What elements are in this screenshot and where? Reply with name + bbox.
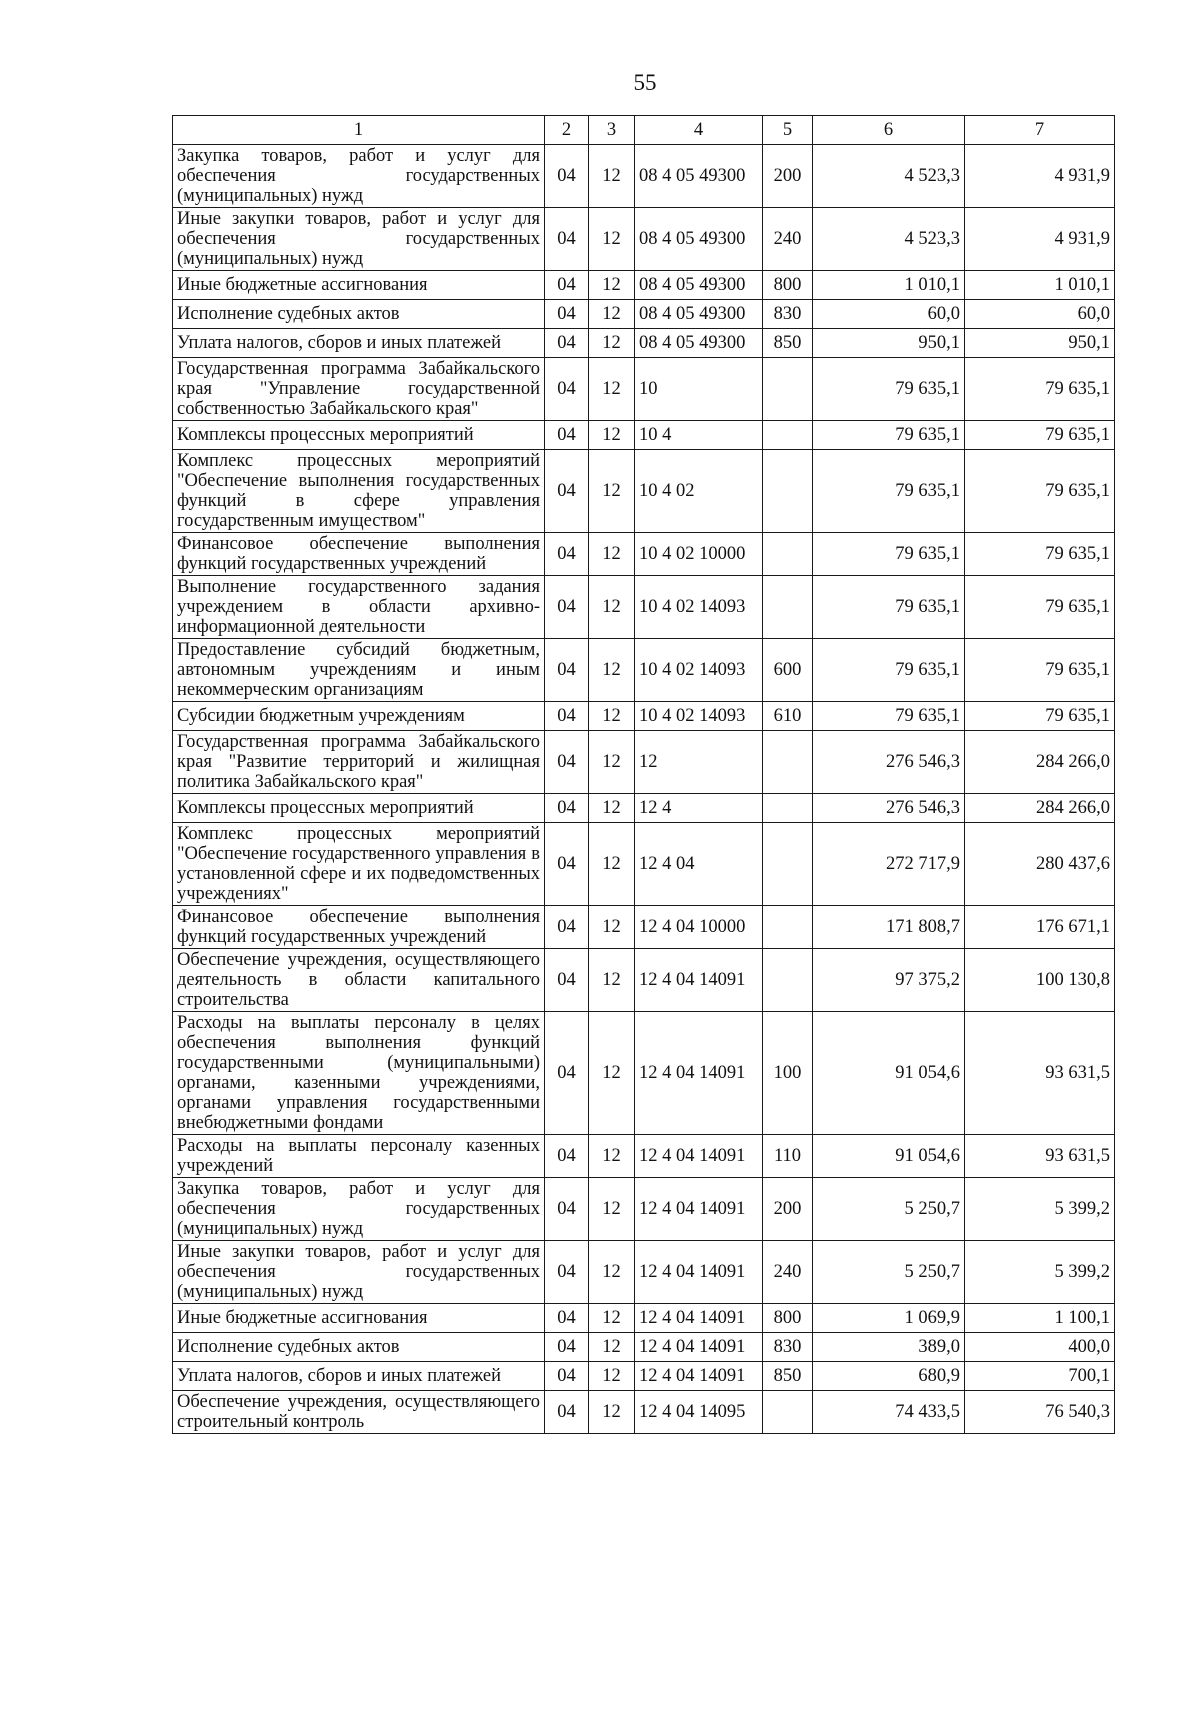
expense-type-cell <box>763 358 813 421</box>
table-row <box>173 639 1115 702</box>
amount-col7-cell: 1 010,1 <box>965 271 1115 300</box>
subsection-code-cell: 12 <box>589 1241 635 1304</box>
page-number: 55 <box>633 70 657 95</box>
row-name-cell: Комплекс процессных мероприятий "Обеспечение государственного управления в установленной сфере и их подведомственных учреждениях" <box>173 823 545 906</box>
table-header-row <box>173 116 1115 145</box>
target-article-cell: 12 4 04 10000 <box>635 906 763 949</box>
expense-type-cell: 830 <box>763 300 813 329</box>
expense-type-cell: 600 <box>763 639 813 702</box>
row-name-cell: Иные закупки товаров, работ и услуг для обеспечения государственных (муниципальных) нужд <box>173 1241 545 1304</box>
target-article-cell: 10 4 02 <box>635 450 763 533</box>
expense-type-cell: 800 <box>763 271 813 300</box>
subsection-code-cell: 12 <box>589 794 635 823</box>
row-name-cell: Комплексы процессных мероприятий <box>173 421 545 450</box>
row-name-cell: Финансовое обеспечение выполнения функций государственных учреждений <box>173 906 545 949</box>
expense-type-cell: 850 <box>763 1362 813 1391</box>
amount-col6-cell: 4 523,3 <box>813 208 965 271</box>
target-article-cell: 08 4 05 49300 <box>635 271 763 300</box>
expense-type-cell <box>763 1391 813 1434</box>
section-code-cell: 04 <box>545 906 589 949</box>
amount-col6-cell: 79 635,1 <box>813 639 965 702</box>
section-code-cell: 04 <box>545 208 589 271</box>
section-code-cell: 04 <box>545 1241 589 1304</box>
subsection-code-cell: 12 <box>589 576 635 639</box>
row-name-cell: Государственная программа Забайкальского края "Развитие территорий и жилищная политика Забайкальского края" <box>173 731 545 794</box>
section-code-cell: 04 <box>545 533 589 576</box>
table-row <box>173 794 1115 823</box>
amount-col7-cell: 284 266,0 <box>965 794 1115 823</box>
amount-col7-cell: 60,0 <box>965 300 1115 329</box>
amount-col6-cell: 79 635,1 <box>813 576 965 639</box>
table-row <box>173 271 1115 300</box>
amount-col7-cell: 93 631,5 <box>965 1012 1115 1135</box>
column-header-1: 1 <box>173 116 545 145</box>
target-article-cell: 10 4 02 14093 <box>635 639 763 702</box>
table-row <box>173 906 1115 949</box>
expense-type-cell: 200 <box>763 145 813 208</box>
amount-col7-cell: 79 635,1 <box>965 533 1115 576</box>
table-row <box>173 1135 1115 1178</box>
table-row <box>173 823 1115 906</box>
target-article-cell: 10 4 02 14093 <box>635 702 763 731</box>
amount-col7-cell: 100 130,8 <box>965 949 1115 1012</box>
amount-col7-cell: 700,1 <box>965 1362 1115 1391</box>
row-name-cell: Расходы на выплаты персоналу казенных учреждений <box>173 1135 545 1178</box>
section-code-cell: 04 <box>545 358 589 421</box>
subsection-code-cell: 12 <box>589 145 635 208</box>
amount-col6-cell: 79 635,1 <box>813 533 965 576</box>
section-code-cell: 04 <box>545 1362 589 1391</box>
section-code-cell: 04 <box>545 794 589 823</box>
table-body <box>173 145 1115 1434</box>
expense-type-cell: 240 <box>763 208 813 271</box>
subsection-code-cell: 12 <box>589 731 635 794</box>
target-article-cell: 12 4 04 14091 <box>635 1178 763 1241</box>
amount-col6-cell: 60,0 <box>813 300 965 329</box>
amount-col6-cell: 79 635,1 <box>813 450 965 533</box>
amount-col7-cell: 4 931,9 <box>965 145 1115 208</box>
amount-col7-cell: 79 635,1 <box>965 421 1115 450</box>
expense-type-cell: 240 <box>763 1241 813 1304</box>
table-row <box>173 1178 1115 1241</box>
amount-col6-cell: 680,9 <box>813 1362 965 1391</box>
row-name-cell: Расходы на выплаты персоналу в целях обеспечения выполнения функций государственными (муниципальными) органами, казенными учреждениями, органами управления государственными внебюджетными фондами <box>173 1012 545 1135</box>
subsection-code-cell: 12 <box>589 906 635 949</box>
table-row <box>173 1333 1115 1362</box>
amount-col6-cell: 272 717,9 <box>813 823 965 906</box>
table-row <box>173 731 1115 794</box>
table-row <box>173 208 1115 271</box>
row-name-cell: Закупка товаров, работ и услуг для обеспечения государственных (муниципальных) нужд <box>173 1178 545 1241</box>
amount-col7-cell: 79 635,1 <box>965 639 1115 702</box>
target-article-cell: 12 4 04 14091 <box>635 949 763 1012</box>
amount-col6-cell: 91 054,6 <box>813 1135 965 1178</box>
subsection-code-cell: 12 <box>589 329 635 358</box>
table-row <box>173 300 1115 329</box>
row-name-cell: Субсидии бюджетным учреждениям <box>173 702 545 731</box>
expense-type-cell <box>763 794 813 823</box>
amount-col7-cell: 5 399,2 <box>965 1241 1115 1304</box>
row-name-cell: Предоставление субсидий бюджетным, автономным учреждениям и иным некоммерческим организациям <box>173 639 545 702</box>
column-header-2: 2 <box>545 116 589 145</box>
target-article-cell: 08 4 05 49300 <box>635 300 763 329</box>
section-code-cell: 04 <box>545 300 589 329</box>
subsection-code-cell: 12 <box>589 533 635 576</box>
target-article-cell: 12 4 04 14091 <box>635 1304 763 1333</box>
row-name-cell: Закупка товаров, работ и услуг для обеспечения государственных (муниципальных) нужд <box>173 145 545 208</box>
subsection-code-cell: 12 <box>589 639 635 702</box>
row-name-cell: Финансовое обеспечение выполнения функций государственных учреждений <box>173 533 545 576</box>
table-row <box>173 949 1115 1012</box>
column-header-7: 7 <box>965 116 1115 145</box>
row-name-cell: Комплексы процессных мероприятий <box>173 794 545 823</box>
amount-col6-cell: 79 635,1 <box>813 421 965 450</box>
amount-col6-cell: 950,1 <box>813 329 965 358</box>
expense-type-cell: 800 <box>763 1304 813 1333</box>
amount-col7-cell: 79 635,1 <box>965 358 1115 421</box>
amount-col6-cell: 276 546,3 <box>813 794 965 823</box>
expense-type-cell <box>763 450 813 533</box>
section-code-cell: 04 <box>545 1012 589 1135</box>
expense-type-cell: 110 <box>763 1135 813 1178</box>
table-row <box>173 145 1115 208</box>
section-code-cell: 04 <box>545 731 589 794</box>
row-name-cell: Исполнение судебных актов <box>173 300 545 329</box>
expense-type-cell: 100 <box>763 1012 813 1135</box>
amount-col6-cell: 91 054,6 <box>813 1012 965 1135</box>
table-row <box>173 450 1115 533</box>
row-name-cell: Иные закупки товаров, работ и услуг для обеспечения государственных (муниципальных) нужд <box>173 208 545 271</box>
amount-col6-cell: 5 250,7 <box>813 1178 965 1241</box>
row-name-cell: Комплекс процессных мероприятий "Обеспечение выполнения государственных функций в сфере управления государственным имуществом" <box>173 450 545 533</box>
target-article-cell: 12 4 04 14091 <box>635 1241 763 1304</box>
expense-type-cell: 200 <box>763 1178 813 1241</box>
amount-col6-cell: 79 635,1 <box>813 358 965 421</box>
table-row <box>173 329 1115 358</box>
section-code-cell: 04 <box>545 1304 589 1333</box>
column-header-4: 4 <box>635 116 763 145</box>
subsection-code-cell: 12 <box>589 271 635 300</box>
target-article-cell: 12 <box>635 731 763 794</box>
row-name-cell: Обеспечение учреждения, осуществляющего строительный контроль <box>173 1391 545 1434</box>
section-code-cell: 04 <box>545 145 589 208</box>
row-name-cell: Обеспечение учреждения, осуществляющего деятельность в области капитального строительства <box>173 949 545 1012</box>
target-article-cell: 10 4 02 10000 <box>635 533 763 576</box>
target-article-cell: 10 <box>635 358 763 421</box>
section-code-cell: 04 <box>545 702 589 731</box>
table-row <box>173 1304 1115 1333</box>
amount-col7-cell: 176 671,1 <box>965 906 1115 949</box>
section-code-cell: 04 <box>545 271 589 300</box>
subsection-code-cell: 12 <box>589 1333 635 1362</box>
expense-type-cell <box>763 576 813 639</box>
expense-type-cell <box>763 421 813 450</box>
amount-col7-cell: 79 635,1 <box>965 450 1115 533</box>
section-code-cell: 04 <box>545 1333 589 1362</box>
amount-col7-cell: 76 540,3 <box>965 1391 1115 1434</box>
expense-type-cell: 830 <box>763 1333 813 1362</box>
subsection-code-cell: 12 <box>589 823 635 906</box>
subsection-code-cell: 12 <box>589 358 635 421</box>
target-article-cell: 08 4 05 49300 <box>635 329 763 358</box>
amount-col7-cell: 79 635,1 <box>965 576 1115 639</box>
amount-col6-cell: 97 375,2 <box>813 949 965 1012</box>
row-name-cell: Исполнение судебных актов <box>173 1333 545 1362</box>
section-code-cell: 04 <box>545 1178 589 1241</box>
table-row <box>173 358 1115 421</box>
subsection-code-cell: 12 <box>589 208 635 271</box>
row-name-cell: Иные бюджетные ассигнования <box>173 271 545 300</box>
amount-col7-cell: 5 399,2 <box>965 1178 1115 1241</box>
table-row <box>173 576 1115 639</box>
amount-col6-cell: 389,0 <box>813 1333 965 1362</box>
table-row <box>173 533 1115 576</box>
amount-col7-cell: 93 631,5 <box>965 1135 1115 1178</box>
amount-col7-cell: 280 437,6 <box>965 823 1115 906</box>
amount-col6-cell: 1 069,9 <box>813 1304 965 1333</box>
amount-col7-cell: 1 100,1 <box>965 1304 1115 1333</box>
amount-col7-cell: 79 635,1 <box>965 702 1115 731</box>
row-name-cell: Выполнение государственного задания учреждением в области архивно-информационной деятельности <box>173 576 545 639</box>
subsection-code-cell: 12 <box>589 1362 635 1391</box>
target-article-cell: 12 4 04 14095 <box>635 1391 763 1434</box>
target-article-cell: 10 4 <box>635 421 763 450</box>
expense-type-cell <box>763 906 813 949</box>
section-code-cell: 04 <box>545 421 589 450</box>
amount-col6-cell: 171 808,7 <box>813 906 965 949</box>
target-article-cell: 12 4 04 14091 <box>635 1012 763 1135</box>
amount-col6-cell: 1 010,1 <box>813 271 965 300</box>
row-name-cell: Уплата налогов, сборов и иных платежей <box>173 1362 545 1391</box>
subsection-code-cell: 12 <box>589 300 635 329</box>
expense-type-cell <box>763 823 813 906</box>
section-code-cell: 04 <box>545 1391 589 1434</box>
target-article-cell: 08 4 05 49300 <box>635 145 763 208</box>
table-row <box>173 1362 1115 1391</box>
section-code-cell: 04 <box>545 450 589 533</box>
row-name-cell: Уплата налогов, сборов и иных платежей <box>173 329 545 358</box>
budget-table <box>172 115 1115 1434</box>
section-code-cell: 04 <box>545 1135 589 1178</box>
column-header-6: 6 <box>813 116 965 145</box>
subsection-code-cell: 12 <box>589 702 635 731</box>
amount-col7-cell: 4 931,9 <box>965 208 1115 271</box>
target-article-cell: 10 4 02 14093 <box>635 576 763 639</box>
expense-type-cell: 850 <box>763 329 813 358</box>
target-article-cell: 12 4 04 14091 <box>635 1362 763 1391</box>
subsection-code-cell: 12 <box>589 1304 635 1333</box>
amount-col7-cell: 400,0 <box>965 1333 1115 1362</box>
row-name-cell: Государственная программа Забайкальского края "Управление государственной собственностью Забайкальского края" <box>173 358 545 421</box>
section-code-cell: 04 <box>545 639 589 702</box>
section-code-cell: 04 <box>545 576 589 639</box>
subsection-code-cell: 12 <box>589 1012 635 1135</box>
target-article-cell: 12 4 04 14091 <box>635 1135 763 1178</box>
expense-type-cell <box>763 731 813 794</box>
table-row <box>173 421 1115 450</box>
table-row <box>173 702 1115 731</box>
target-article-cell: 12 4 <box>635 794 763 823</box>
column-header-3: 3 <box>589 116 635 145</box>
table-row <box>173 1012 1115 1135</box>
amount-col7-cell: 284 266,0 <box>965 731 1115 794</box>
amount-col6-cell: 5 250,7 <box>813 1241 965 1304</box>
amount-col6-cell: 79 635,1 <box>813 702 965 731</box>
subsection-code-cell: 12 <box>589 450 635 533</box>
row-name-cell: Иные бюджетные ассигнования <box>173 1304 545 1333</box>
subsection-code-cell: 12 <box>589 421 635 450</box>
section-code-cell: 04 <box>545 823 589 906</box>
column-header-5: 5 <box>763 116 813 145</box>
section-code-cell: 04 <box>545 329 589 358</box>
amount-col6-cell: 4 523,3 <box>813 145 965 208</box>
subsection-code-cell: 12 <box>589 1135 635 1178</box>
subsection-code-cell: 12 <box>589 1178 635 1241</box>
subsection-code-cell: 12 <box>589 1391 635 1434</box>
amount-col6-cell: 74 433,5 <box>813 1391 965 1434</box>
expense-type-cell <box>763 533 813 576</box>
expense-type-cell: 610 <box>763 702 813 731</box>
table-row <box>173 1391 1115 1434</box>
amount-col7-cell: 950,1 <box>965 329 1115 358</box>
amount-col6-cell: 276 546,3 <box>813 731 965 794</box>
subsection-code-cell: 12 <box>589 949 635 1012</box>
target-article-cell: 08 4 05 49300 <box>635 208 763 271</box>
target-article-cell: 12 4 04 14091 <box>635 1333 763 1362</box>
target-article-cell: 12 4 04 <box>635 823 763 906</box>
table-row <box>173 1241 1115 1304</box>
section-code-cell: 04 <box>545 949 589 1012</box>
expense-type-cell <box>763 949 813 1012</box>
